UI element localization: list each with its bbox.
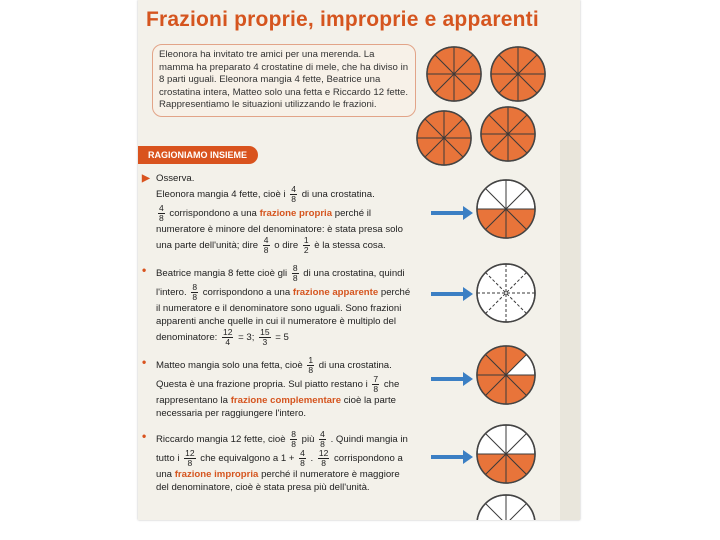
arrow-right-icon <box>431 455 465 459</box>
item-text: che equivalgono a 1 + <box>200 453 295 465</box>
fraction: $\frac{4}{8}$ <box>263 235 269 255</box>
item-text: Eleonora mangia 4 fette, cioè i <box>156 189 286 201</box>
triangle-bullet-icon: ▶ <box>142 173 150 184</box>
item-text: corrispondono a una <box>202 287 291 299</box>
bullet-icon: • <box>142 355 147 369</box>
highlight-term: frazione complementare <box>230 395 342 406</box>
item-text: . Quindi mangia in tutto i <box>156 434 408 465</box>
item-text: perché il numeratore e il denominatore sono uguali. Sono frazioni apparenti anche quelle in cui il numeratore è multiplo del denominatore: <box>156 287 411 344</box>
item-text: cioè la parte necessaria per raggiungere l'intero. <box>156 395 396 419</box>
equation-result: = 5 <box>275 332 289 344</box>
item-text: di una crostatina. Questa è una frazione propria. Sul piatto restano i <box>156 360 392 391</box>
equation-result: = 3; <box>238 332 255 344</box>
story-box: Eleonora ha invitato tre amici per una merenda. La mamma ha preparato 4 crostatine di mele, che ha diviso in 8 parti uguali. Eleonora mangia 4 fette, Beatrice una crostatina intera, Matteo solo una fetta e Riccardo 12 fette. Rappresentiamo le situazioni utilizzando le frazioni. <box>152 44 416 117</box>
pie-four-eighths <box>474 177 538 241</box>
page-gutter <box>560 140 580 520</box>
textbook-page <box>138 0 580 520</box>
fraction: $\frac{7}{8}$ <box>373 374 379 394</box>
bullet-icon: • <box>142 263 147 277</box>
arrow-right-icon <box>431 292 465 296</box>
pie-seven-eighths <box>474 343 538 407</box>
highlight-term: frazione impropria <box>174 469 259 480</box>
item-text: di una crostatina, quindi l'intero. <box>156 268 405 299</box>
pie-tart-4 <box>478 104 538 164</box>
list-item-matteo <box>144 356 414 420</box>
item-text: o dire <box>274 240 299 252</box>
item-text: Riccardo mangia 12 fette, cioè <box>156 434 286 446</box>
fraction: $\frac{12}{8}$ <box>185 448 195 468</box>
section-badge: RAGIONIAMO INSIEME <box>138 146 258 164</box>
item-text: corrispondono a una <box>156 453 403 480</box>
fraction: $\frac{1}{8}$ <box>308 355 314 375</box>
fraction: $\frac{8}{8}$ <box>192 282 198 302</box>
item-text: perché il numeratore è minore del denominatore: è stata presa solo una parte dell'unità; dire <box>156 208 403 252</box>
item-text: perché il numeratore è maggiore del denominatore, cioè è stata presa più dell'unità. <box>156 469 400 493</box>
fraction: $\frac{4}{8}$ <box>159 203 164 223</box>
item-text: che rappresentano la <box>156 379 400 406</box>
pie-tart-2 <box>488 44 548 104</box>
fraction: $\frac{1}{2}$ <box>303 235 309 255</box>
fraction: $\frac{12}{4}$ <box>223 327 233 347</box>
fraction: $\frac{15}{3}$ <box>260 327 270 347</box>
arrow-right-icon <box>431 211 465 215</box>
pie-tart-3 <box>414 108 474 168</box>
page-title: Frazioni proprie, improprie e apparenti <box>146 8 539 31</box>
pie-twelve-eighths-a <box>474 422 538 486</box>
item-text: corrispondono a una <box>169 208 257 220</box>
item-text: Beatrice mangia 8 fette cioè gli <box>156 268 288 280</box>
highlight-term: frazione propria <box>259 208 333 220</box>
fraction: $\frac{4}{8}$ <box>300 448 305 468</box>
highlight-term: frazione apparente <box>292 287 379 299</box>
item-text: Matteo mangia solo una fetta, cioè <box>156 360 303 372</box>
list-item-beatrice <box>144 264 414 347</box>
pie-eight-eighths <box>474 261 538 325</box>
item-text: più <box>301 434 315 446</box>
arrow-right-icon <box>431 377 465 381</box>
list-item-riccardo <box>144 430 414 494</box>
item-text: . <box>310 453 314 465</box>
list-item-eleonora <box>144 172 414 255</box>
fraction: $\frac{4}{8}$ <box>291 184 297 204</box>
fraction: $\frac{4}{8}$ <box>320 429 325 449</box>
pie-twelve-eighths-b <box>474 492 538 520</box>
fraction: $\frac{8}{8}$ <box>291 429 296 449</box>
item-text: è la stessa cosa. <box>314 240 386 252</box>
pie-tart-1 <box>424 44 484 104</box>
item-lead: Osserva. <box>156 173 195 184</box>
bullet-icon: • <box>142 429 147 443</box>
item-text: di una crostatina. <box>301 189 375 201</box>
fraction: $\frac{12}{8}$ <box>318 448 329 468</box>
fraction: $\frac{8}{8}$ <box>292 263 298 283</box>
